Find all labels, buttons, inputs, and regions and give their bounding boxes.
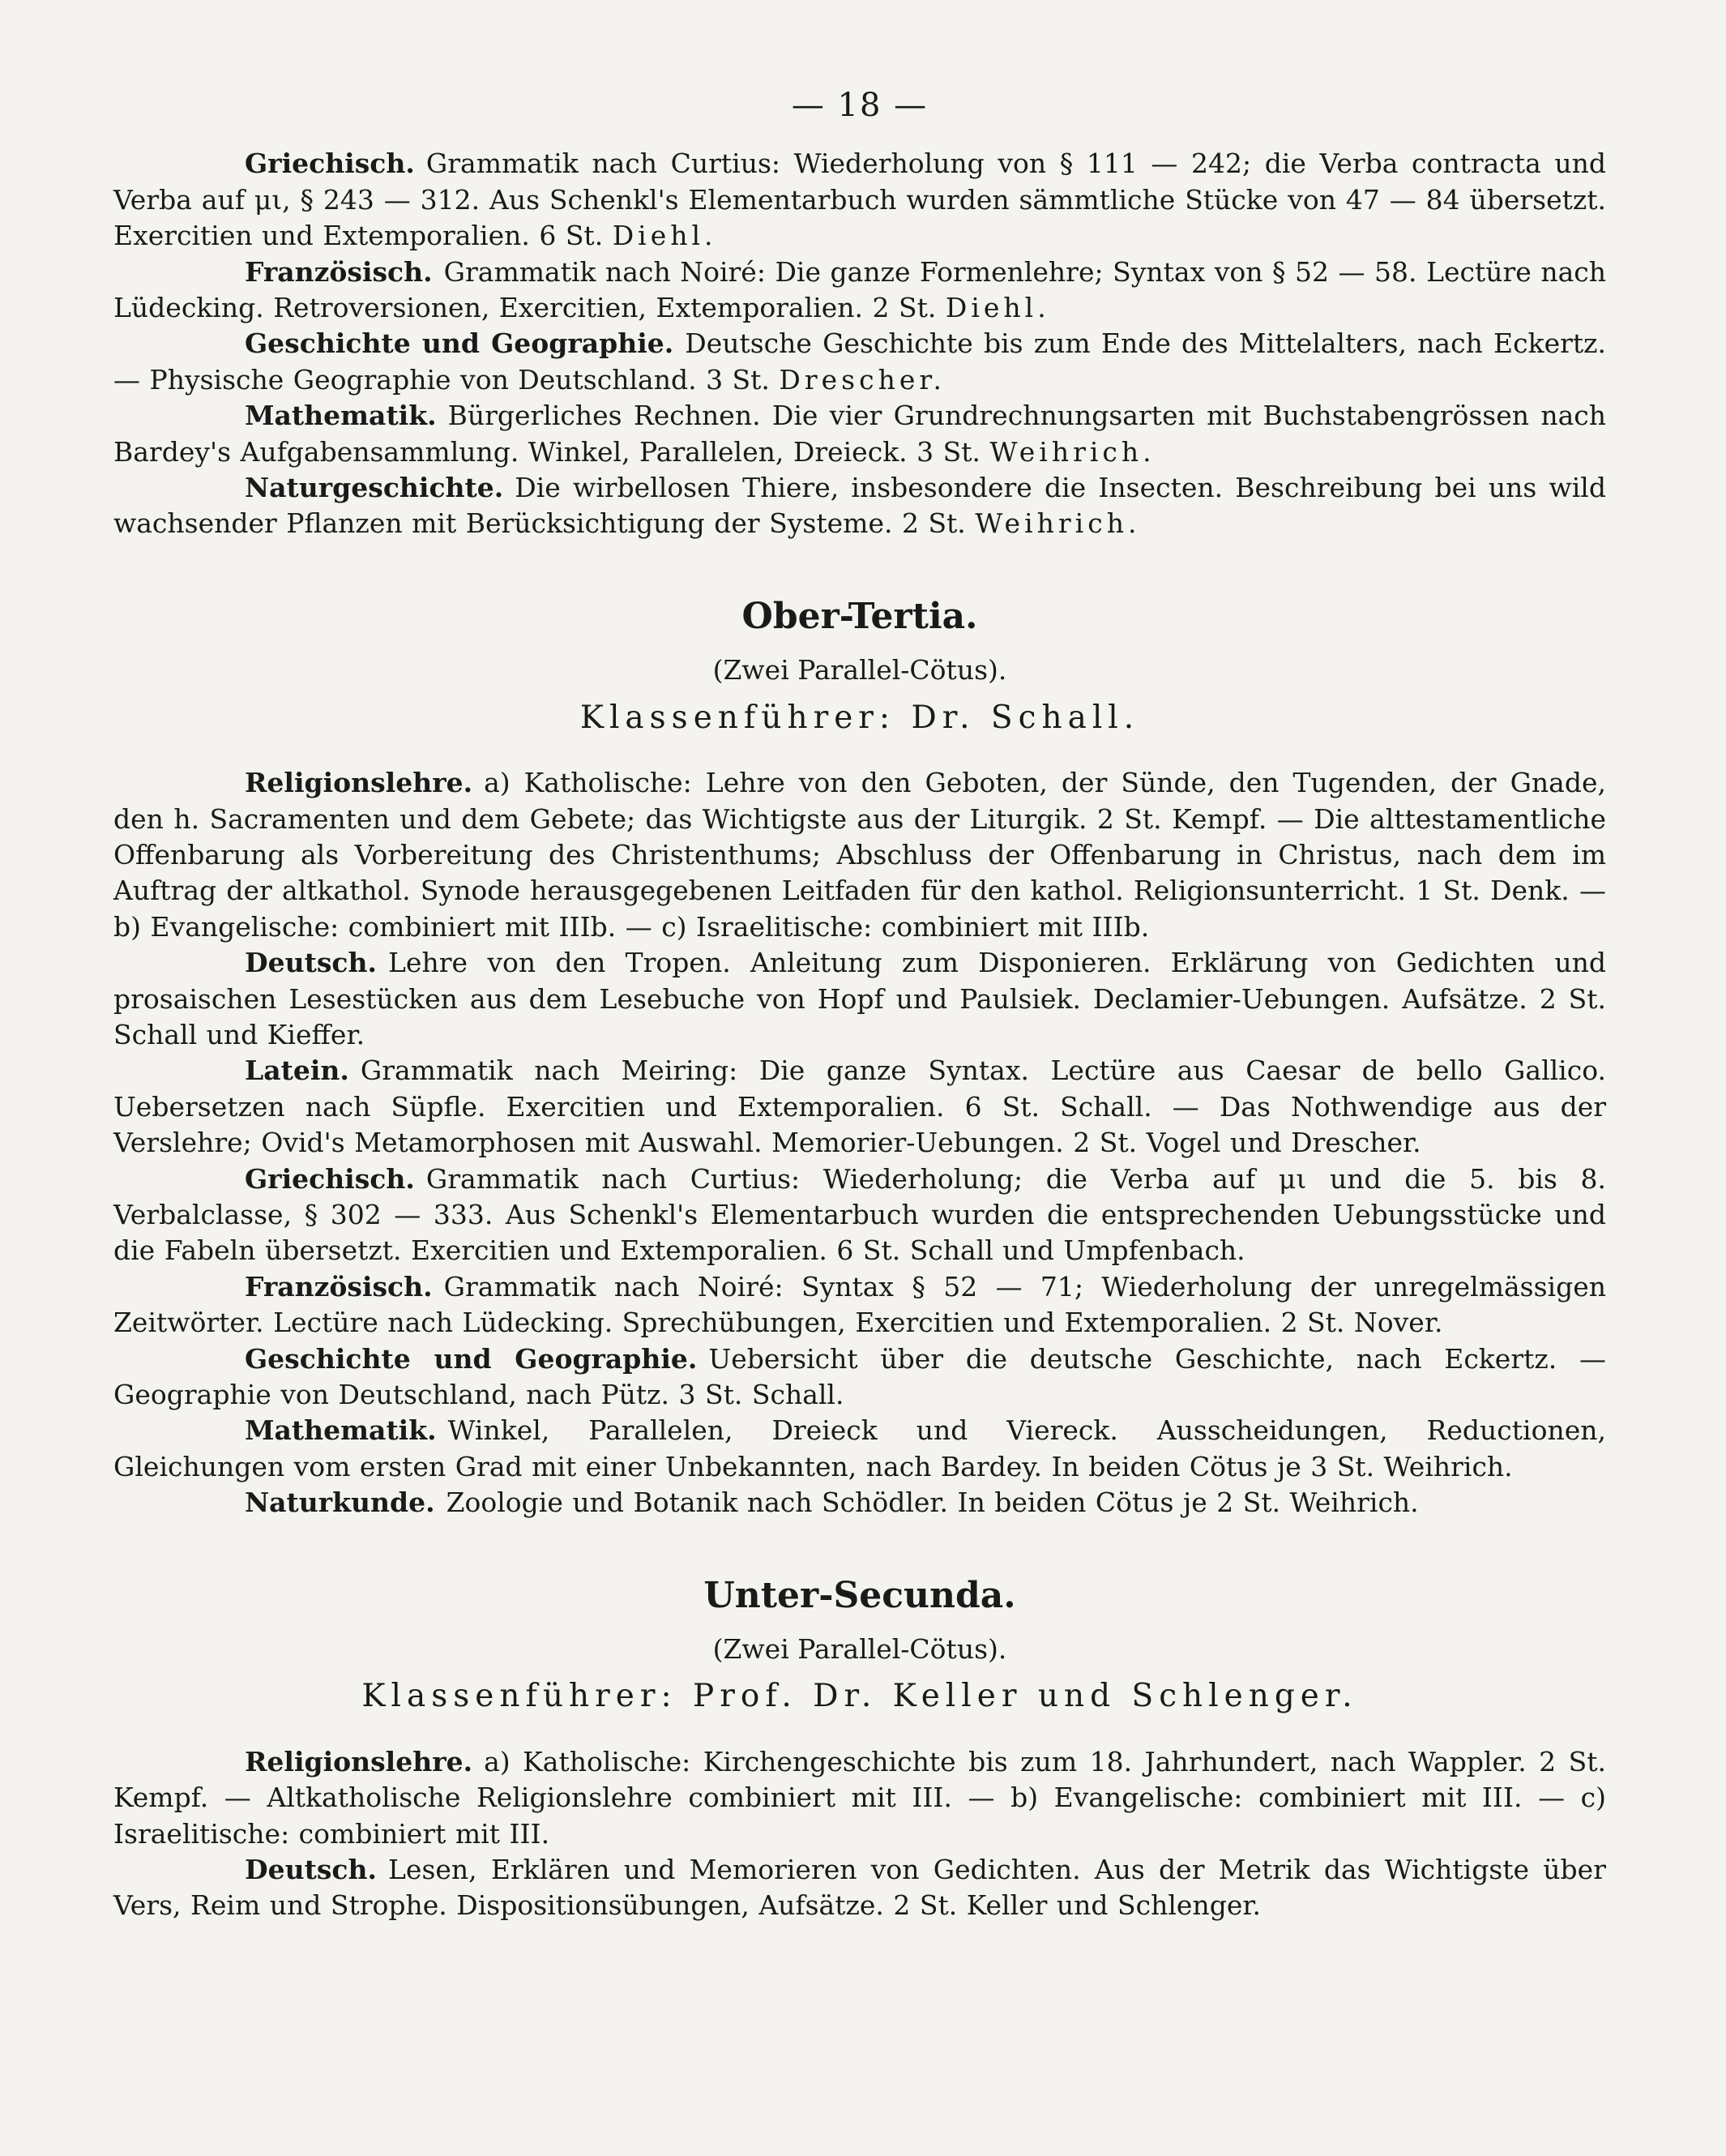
subject-paragraph xyxy=(113,1341,1606,1414)
subject-paragraph xyxy=(113,470,1606,542)
subject-label: Geschichte und Geographie. xyxy=(245,1342,698,1375)
subject-label: Naturgeschichte. xyxy=(245,472,504,504)
subject-paragraph xyxy=(113,1744,1606,1852)
subject-paragraph xyxy=(113,326,1606,398)
subject-text: Grammatik nach Noiré: Die ganze Formenlehre; Syntax von § 52 — 58. Lectüre nach Lüdecking. Retroversionen, Exercitien, Extemporalien. 2 St. xyxy=(113,255,1606,324)
subject-paragraph xyxy=(113,398,1606,470)
subject-label: Griechisch. xyxy=(245,1162,415,1195)
section-title: Ober-Tertia. xyxy=(741,595,978,637)
subject-label: Deutsch. xyxy=(245,947,378,979)
subject-text: Bürgerliches Rechnen. Die vier Grundrechnungsarten mit Buchstabengrössen nach Bardey's Aufgabensammlung. Winkel, Parallelen, Dreieck. 3 St. xyxy=(113,400,1606,468)
page-number: — 18 — xyxy=(791,87,929,124)
subject-label: Griechisch. xyxy=(245,148,415,180)
teacher-name: Weihrich. xyxy=(975,507,1141,540)
subject-label: Mathematik. xyxy=(245,400,437,432)
section-title: Unter-Secunda. xyxy=(703,1574,1016,1616)
subject-text: Grammatik nach Curtius: Wiederholung von § 111 — 242; die Verba contracta und Verba auf μι, § 243 — 312. Aus Schenkl's Elementarbuch wurden sämmtliche Stücke von 47 — 84 übersetzt. Exercitien und Extemporalien. 6 St. xyxy=(113,148,1606,252)
subject-text: Grammatik nach Meiring: Die ganze Syntax. Lectüre aus Caesar de bello Gallico. Uebersetzen nach Süpfle. Exercitien und Extemporalien. 6 St. Schall. — Das Nothwendige aus der Verslehre; Ovid's Metamorphosen mit Auswahl. Memorier-Uebungen. 2 St. Vogel und Drescher. xyxy=(113,1054,1606,1159)
subject-label: Mathematik. xyxy=(245,1414,437,1447)
section-ober-tertia xyxy=(113,595,1606,1521)
section-unter-secunda xyxy=(113,1574,1606,1924)
subject-text: a) Katholische: Kirchengeschichte bis zum 18. Jahrhundert, nach Wappler. 2 St. Kempf. — Altkatholische Religionslehre combiniert mit III. — b) Evangelische: combiniert mit III. — c) Israelitische: combiniert mit III. xyxy=(113,1745,1606,1850)
class-leader: Klassenführer: Prof. Dr. Keller und Schlenger. xyxy=(361,1678,1358,1715)
section-subtitle: (Zwei Parallel-Cötus). xyxy=(712,1633,1007,1666)
subject-text: Zoologie und Botanik nach Schödler. In beiden Cötus je 2 St. Weihrich. xyxy=(446,1487,1419,1519)
class-leader: Klassenführer: Dr. Schall. xyxy=(579,699,1140,736)
subject-label: Französisch. xyxy=(245,1270,433,1303)
subject-text: a) Katholische: Lehre von den Geboten, der Sünde, den Tugenden, der Gnade, den h. Sacramenten und dem Gebete; das Wichtigste aus der Liturgik. 2 St. Kempf. — Die alttestamentliche Offenbarung als Vorbereitung des Christenthums; Abschluss der Offenbarung in Christus, nach dem im Auftrag der altkathol. Synode herausgegebenen Leitfaden für den kathol. Religionsunterricht. 1 St. Denk. — b) Evangelische: combiniert mit IIIb. — c) Israelitische: combiniert mit IIIb. xyxy=(113,767,1606,943)
subject-paragraph xyxy=(113,945,1606,1053)
subject-text: Grammatik nach Curtius: Wiederholung; die Verba auf μι und die 5. bis 8. Verbalclasse, § 302 — 333. Aus Schenkl's Elementarbuch wurden die entsprechenden Uebungsstücke und die Fabeln übersetzt. Exercitien und Extemporalien. 6 St. Schall und Umpfenbach. xyxy=(113,1162,1606,1267)
subject-text: Uebersicht über die deutsche Geschichte, nach Eckertz. — Geographie von Deutschland, nach Pütz. 3 St. Schall. xyxy=(113,1342,1606,1410)
teacher-name: Drescher. xyxy=(779,363,946,396)
teacher-name: Diehl. xyxy=(945,292,1050,324)
subject-text: Deutsche Geschichte bis zum Ende des Mittelalters, nach Eckertz. — Physische Geographie von Deutschland. 3 St. xyxy=(113,327,1607,396)
subject-label: Religionslehre. xyxy=(245,1745,473,1777)
teacher-name: Weihrich. xyxy=(989,435,1156,468)
subject-text: Die wirbellosen Thiere, insbesondere die Insecten. Beschreibung bei uns wild wachsender Pflanzen mit Berücksichtigung der Systeme. 2 St. xyxy=(113,472,1606,540)
subject-paragraph xyxy=(113,255,1606,327)
subject-label: Naturkunde. xyxy=(245,1487,435,1519)
subject-paragraph xyxy=(113,1413,1606,1485)
teacher-name: Diehl. xyxy=(612,220,717,252)
top-block xyxy=(113,146,1606,541)
subject-paragraph xyxy=(113,146,1606,254)
section-subtitle: (Zwei Parallel-Cötus). xyxy=(712,654,1007,687)
subject-paragraph xyxy=(113,1485,1606,1521)
subject-label: Französisch. xyxy=(245,255,433,288)
subject-paragraph xyxy=(113,1053,1606,1161)
subject-text: Lehre von den Tropen. Anleitung zum Disponieren. Erklärung von Gedichten und prosaischen Lesestücken aus dem Lesebuche von Hopf und Paulsiek. Declamier-Uebungen. Aufsätze. 2 St. Schall und Kieffer. xyxy=(113,947,1606,1050)
subject-paragraph xyxy=(113,1852,1606,1924)
document-page xyxy=(113,81,1606,1924)
subject-text: Winkel, Parallelen, Dreieck und Viereck. Ausscheidungen, Reductionen, Gleichungen vom ersten Grad mit einer Unbekannten, nach Bardey. In beiden Cötus je 3 St. Weihrich. xyxy=(113,1414,1606,1482)
subject-label: Latein. xyxy=(245,1054,349,1087)
subject-label: Geschichte und Geographie. xyxy=(245,327,674,360)
subject-paragraph xyxy=(113,765,1606,945)
subject-label: Deutsch. xyxy=(245,1854,378,1886)
subject-paragraph xyxy=(113,1161,1606,1269)
subject-text: Lesen, Erklären und Memorieren von Gedichten. Aus der Metrik das Wichtigste über Vers, Reim und Strophe. Dispositionsübungen, Aufsätze. 2 St. Keller und Schlenger. xyxy=(113,1854,1606,1922)
subject-text: Grammatik nach Noiré: Syntax § 52 — 71; Wiederholung der unregelmässigen Zeitwörter. Lectüre nach Lüdecking. Sprechübungen, Exercitien und Extemporalien. 2 St. Nover. xyxy=(113,1270,1606,1339)
subject-label: Religionslehre. xyxy=(245,767,473,799)
subject-paragraph xyxy=(113,1269,1606,1341)
